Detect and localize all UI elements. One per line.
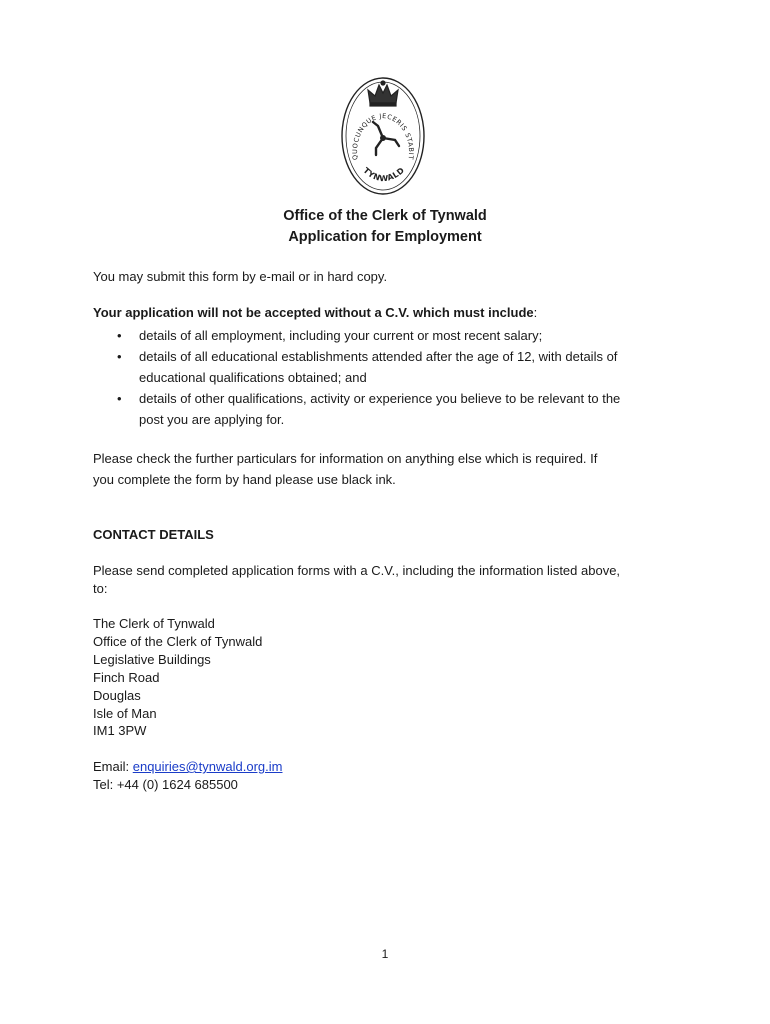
further-particulars-line1: Please check the further particulars for information on anything else which is required. If <box>93 451 598 466</box>
address-line: Legislative Buildings <box>93 652 211 667</box>
list-item-text: details of other qualifications, activity or experience you believe to be relevant to the <box>139 391 621 406</box>
page-number: 1 <box>381 947 389 961</box>
list-item-text: details of all employment, including your current or most recent salary; <box>139 328 543 343</box>
telephone-line: Tel: +44 (0) 1624 685500 <box>93 777 238 792</box>
page-subtitle: Application for Employment <box>288 229 482 245</box>
address-line: The Clerk of Tynwald <box>93 616 215 631</box>
list-item <box>93 346 693 388</box>
address-line: Douglas <box>93 688 141 703</box>
cv-requirement-heading <box>93 304 537 322</box>
email-line <box>93 758 283 776</box>
list-item <box>93 325 693 346</box>
list-item-text-cont: educational qualifications obtained; and <box>139 370 367 385</box>
further-particulars-line2: you complete the form by hand please use black ink. <box>93 472 396 487</box>
address-line: Finch Road <box>93 670 160 685</box>
crest-motto-text: QUOCUNQUE JECERIS STABIT <box>350 112 416 161</box>
list-item-text: details of all educational establishments attended after the age of 12, with details of <box>139 349 618 364</box>
bullet-icon: • <box>117 349 122 364</box>
contact-heading: CONTACT DETAILS <box>93 527 214 542</box>
cv-requirement-list <box>93 325 693 430</box>
intro-text: You may submit this form by e-mail or in hard copy. <box>93 269 388 284</box>
list-item-text-cont: post you are applying for. <box>139 412 285 427</box>
tynwald-crest-logo <box>340 76 426 196</box>
cv-requirement-colon: : <box>533 305 538 320</box>
page-title: Office of the Clerk of Tynwald <box>283 208 487 224</box>
bullet-icon: • <box>117 391 122 406</box>
list-item <box>93 388 693 430</box>
address-line: Isle of Man <box>93 706 157 721</box>
send-instructions-line1: Please send completed application forms with a C.V., including the information listed above, <box>93 563 621 578</box>
email-label: Email: <box>93 759 133 774</box>
bullet-icon: • <box>117 328 122 343</box>
send-instructions-line2: to: <box>93 581 108 596</box>
cv-requirement-bold: Your application will not be accepted without a C.V. which must include <box>93 305 534 320</box>
address-postcode: IM1 3PW <box>93 723 147 738</box>
address-line: Office of the Clerk of Tynwald <box>93 634 263 649</box>
svg-text:TYNWALD <box>361 166 406 184</box>
email-link[interactable]: enquiries@tynwald.org.im <box>132 759 283 774</box>
crest-name-text: TYNWALD <box>361 165 407 184</box>
